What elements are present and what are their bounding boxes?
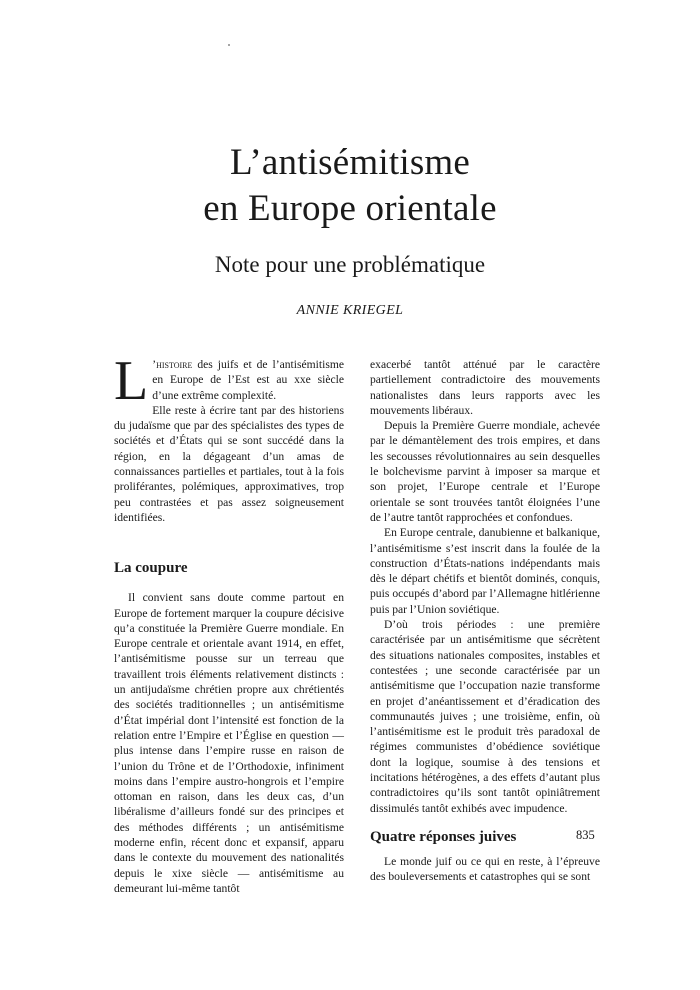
intro-smallcaps: ’histoire	[152, 358, 193, 371]
body-paragraph: Depuis la Première Guerre mondiale, achevée par le démantèlement des trois empires, et dans les secousses révolutionnaires au sein desquelles le bolchevisme parvint à imposer sa marque et son projet, l’Europe centrale et l’Europe orientale se sont trouvées tantôt éloignées l’une de l’autre tantôt rapprochées et confondues.	[370, 419, 600, 524]
author-name: ANNIE KRIEGEL	[296, 303, 404, 318]
section-heading-quatre-reponses: Quatre réponses juives	[370, 828, 517, 845]
body-paragraph: exacerbé tantôt atténué par le caractère partiellement contradictoire des mouvements nationalistes dans leurs rapports avec les mouvements libéraux.	[370, 358, 600, 417]
body-paragraph: D’où trois périodes : une première caractérisée par un antisémitisme que sécrètent des situations nationales composites, instables et contestées ; une seconde caractérisée par un antisémitisme que l’occupation nazie transforme en projet d’anéantissement et d’éradication des communautés juives ; une troisième, enfin, où l’antisémitisme est le produit très paradoxal de régimes communistes d’obédience soviétique dont la logique, soumise à des tensions et incitations hétérogènes, a des effets d’autant plus contradictoires qu’ils sont tantôt opiniâtrement dissimulés tantôt exhibés avec impudence.	[370, 618, 600, 815]
intro-paragraph	[114, 350, 344, 412]
scan-speck	[228, 44, 230, 46]
title-line-1: L’antisémitisme	[229, 142, 471, 183]
title-line-2: en Europe orientale	[203, 188, 497, 229]
left-column	[114, 350, 344, 896]
intro-text: des juifs et de l’antisémitisme en Europe de l’Est est au xxe siècle d’une extrême complexité.	[152, 358, 344, 402]
section-heading-la-coupure: La coupure	[114, 560, 188, 577]
page-number: 835	[576, 828, 595, 842]
body-paragraph: En Europe centrale, danubienne et balkanique, l’antisémitisme s’est inscrit dans la foulée de la construction d’États-nations indépendants mais dès le départ chétifs et bientôt dominés, conquis, puis occupés d’abord par l’Allemagne hitlérienne puis par l’Union soviétique.	[370, 526, 601, 616]
article-subtitle: Note pour une problématique	[214, 252, 486, 277]
drop-cap: L	[114, 350, 149, 412]
right-column	[370, 357, 600, 885]
body-paragraph: Elle reste à écrire tant par des historiens du judaïsme que par des spécialistes des types de sociétés et d’États qui se sont succédé dans la région, en la dégageant d’un amas de connaissances partielles et partiales, tout à la fois proliférantes, polémiques, approximatives, trop peu contrastées et pas assez soigneusement identifiées.	[114, 403, 344, 524]
body-paragraph: Le monde juif ou ce qui en reste, à l’épreuve des bouleversements et catastrophes qui se sont	[370, 854, 600, 884]
article-title	[0, 140, 700, 232]
body-paragraph: Il convient sans doute comme partout en Europe de fortement marquer la coupure décisive qu’a constituée la Première Guerre mondiale. En Europe centrale et orientale avant 1914, en effet, l’antisémitisme pousse sur un terreau que travaillent trois éléments relativement distincts : un antijudaïsme chrétien propre aux chrétientés des sociétés traditionnelles ; un antisémitisme d’État impérial dont l’intensité est fonction de la relation entre l’Empire et l’Église en question — plus intense dans l’empire russe en raison de l’union du Trône et de l’Orthodoxie, infiniment moins dans l’empire austro-hongrois et l’empire ottoman en raison, dans les deux cas, d’un libéralisme d’ailleurs fondé sur des principes et des méthodes différents ; un antisémitisme moderne enfin, récent donc et expansif, apparu dans le contexte du mouvement des nationalités depuis le xixe siècle — antisémitisme au demeurant lui-même tantôt	[114, 591, 344, 895]
